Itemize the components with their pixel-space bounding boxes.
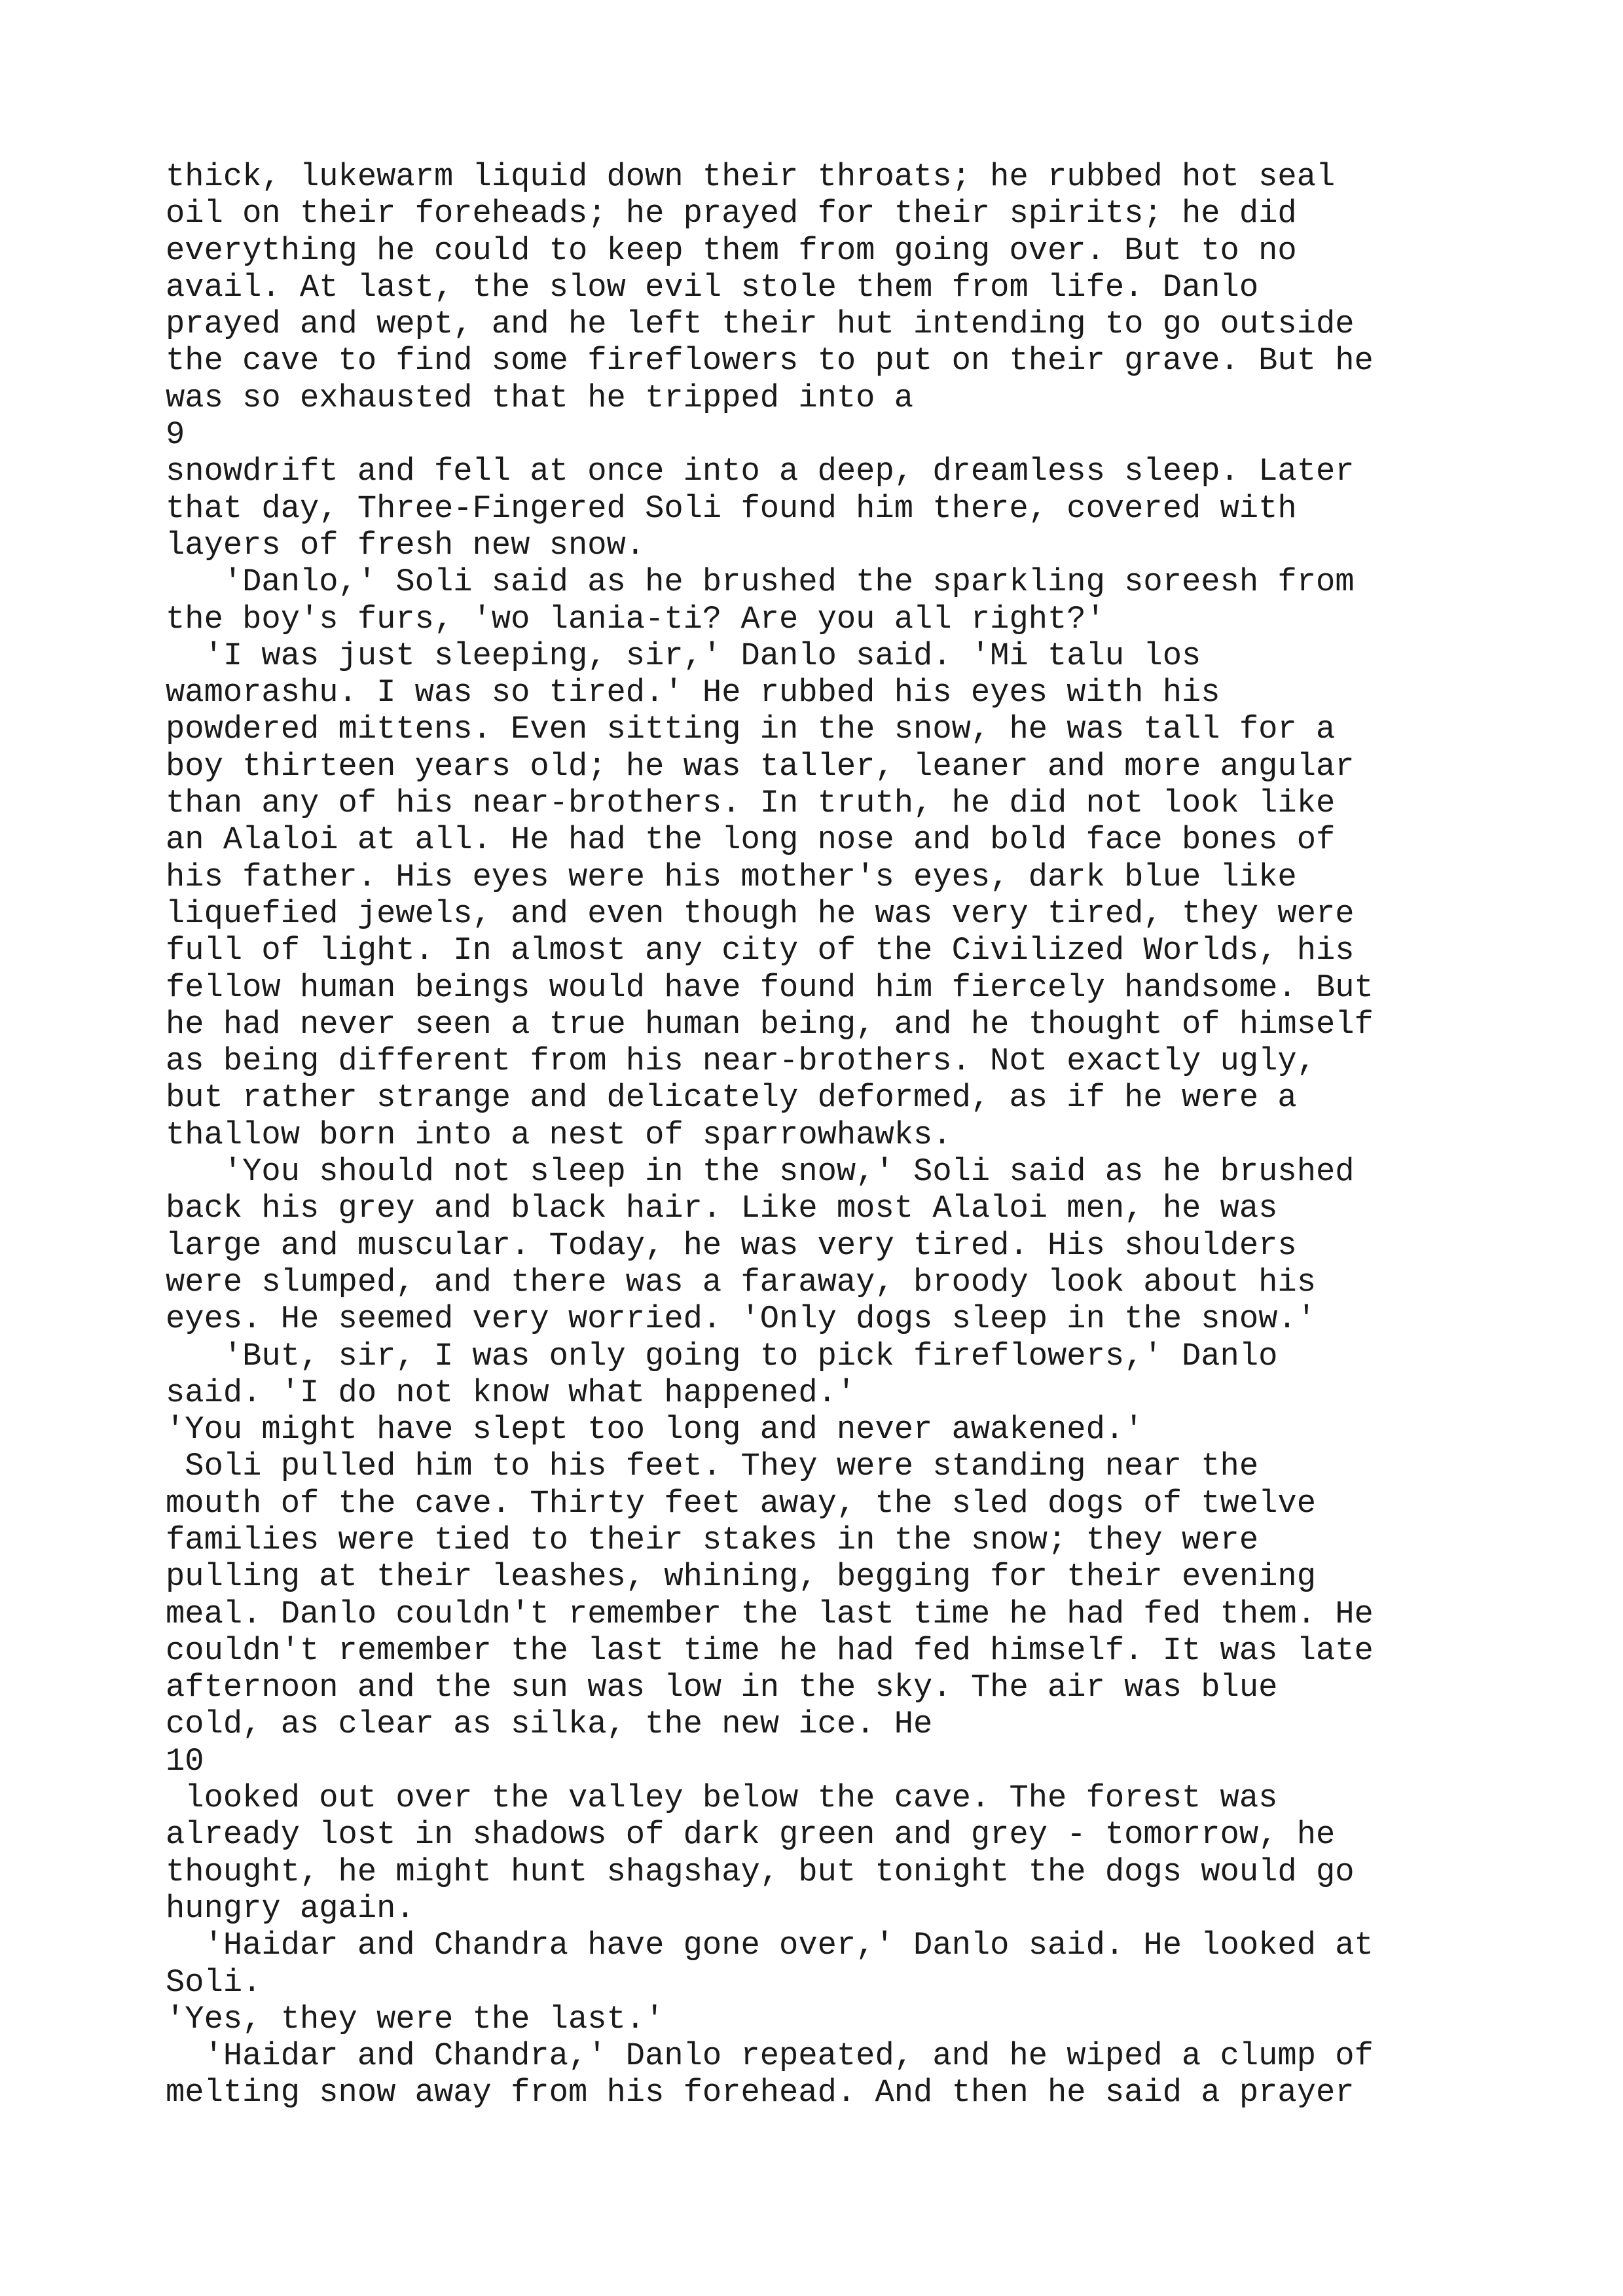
text-line: meal. Danlo couldn't remember the last time he had fed them. He <box>166 1595 1374 1632</box>
text-line: thought, he might hunt shagshay, but tonight the dogs would go <box>166 1853 1355 1890</box>
text-line: couldn't remember the last time he had fed himself. It was late <box>166 1632 1374 1669</box>
text-line: Soli pulled him to his feet. They were standing near the <box>166 1448 1259 1485</box>
text-line: prayed and wept, and he left their hut intending to go outside <box>166 306 1355 343</box>
text-line: powdered mittens. Even sitting in the snow, he was tall for a <box>166 711 1336 748</box>
text-line: already lost in shadows of dark green and grey - tomorrow, he <box>166 1816 1336 1854</box>
text-line: that day, Three-Fingered Soli found him there, covered with <box>166 490 1297 527</box>
text-line: liquefied jewels, and even though he was very tired, they were <box>166 895 1355 932</box>
page-number: 10 <box>166 1742 204 1780</box>
text-line: was so exhausted that he tripped into a <box>166 379 914 416</box>
text-line: layers of fresh new snow. <box>166 526 646 564</box>
text-line: fellow human beings would have found him fiercely handsome. But <box>166 969 1374 1006</box>
text-line: 'Haidar and Chandra have gone over,' Danlo said. He looked at <box>166 1927 1374 1964</box>
text-line: oil on their foreheads; he prayed for their spirits; he did <box>166 195 1297 232</box>
text-line: pulling at their leashes, whining, begging for their evening <box>166 1558 1316 1596</box>
text-line: large and muscular. Today, he was very tired. His shoulders <box>166 1227 1297 1264</box>
text-line: 'Danlo,' Soli said as he brushed the sparkling soreesh from <box>166 564 1355 601</box>
text-line: avail. At last, the slow evil stole them from life. Danlo <box>166 268 1259 306</box>
text-line: Soli. <box>166 1964 262 2001</box>
text-line: 'I was just sleeping, sir,' Danlo said. 'Mi talu los <box>166 637 1201 674</box>
text-line: looked out over the valley below the cave. The forest was <box>166 1780 1278 1817</box>
body-text <box>166 158 1475 2111</box>
text-line: families were tied to their stakes in the snow; they were <box>166 1521 1259 1558</box>
text-line: everything he could to keep them from going over. But to no <box>166 232 1297 269</box>
text-line: thick, lukewarm liquid down their throats; he rubbed hot seal <box>166 158 1336 195</box>
text-line: full of light. In almost any city of the Civilized Worlds, his <box>166 932 1355 969</box>
text-line: 'But, sir, I was only going to pick fireflowers,' Danlo <box>166 1337 1278 1374</box>
text-line: as being different from his near-brothers. Not exactly ugly, <box>166 1043 1316 1080</box>
text-line: than any of his near-brothers. In truth, he did not look like <box>166 785 1336 822</box>
text-line: afternoon and the sun was low in the sky. The air was blue <box>166 1669 1278 1706</box>
text-line: hungry again. <box>166 1890 415 1927</box>
text-line: eyes. He seemed very worried. 'Only dogs sleep in the snow.' <box>166 1300 1316 1338</box>
text-line: 'Haidar and Chandra,' Danlo repeated, and he wiped a clump of <box>166 2037 1374 2075</box>
text-line: mouth of the cave. Thirty feet away, the sled dogs of twelve <box>166 1484 1316 1522</box>
text-line: the cave to find some fireflowers to put on their grave. But he <box>166 342 1374 380</box>
text-line: an Alaloi at all. He had the long nose and bold face bones of <box>166 821 1336 859</box>
text-line: back his grey and black hair. Like most Alaloi men, he was <box>166 1190 1278 1227</box>
page-number: 9 <box>166 416 185 454</box>
text-line: but rather strange and delicately deformed, as if he were a <box>166 1079 1297 1117</box>
text-line: his father. His eyes were his mother's eyes, dark blue like <box>166 858 1297 895</box>
text-line: cold, as clear as silka, the new ice. He <box>166 1706 933 1743</box>
text-line: said. 'I do not know what happened.' <box>166 1374 856 1411</box>
text-line: wamorashu. I was so tired.' He rubbed his eyes with his <box>166 674 1220 711</box>
text-line: thallow born into a nest of sparrowhawks. <box>166 1116 952 1153</box>
text-line: he had never seen a true human being, and he thought of himself <box>166 1005 1374 1043</box>
text-line: boy thirteen years old; he was taller, leaner and more angular <box>166 747 1355 785</box>
text-line: 'Yes, they were the last.' <box>166 2000 665 2037</box>
text-line: snowdrift and fell at once into a deep, dreamless sleep. Later <box>166 453 1355 490</box>
text-line: 'You should not sleep in the snow,' Soli said as he brushed <box>166 1153 1355 1191</box>
text-line: 'You might have slept too long and never awakened.' <box>166 1411 1144 1448</box>
text-line: the boy's furs, 'wo lania-ti? Are you all right?' <box>166 600 1105 637</box>
text-line: melting snow away from his forehead. And then he said a prayer <box>166 2074 1355 2111</box>
text-line: were slumped, and there was a faraway, broody look about his <box>166 1263 1316 1300</box>
